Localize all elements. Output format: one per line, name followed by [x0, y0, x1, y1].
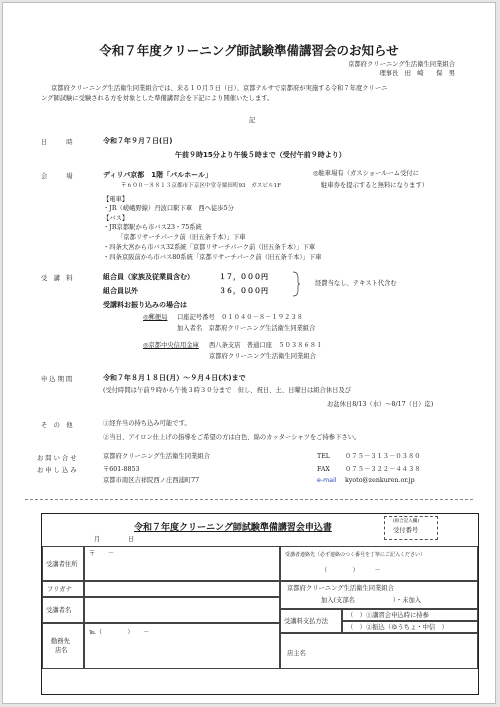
bus-heading: 【バス】 — [103, 215, 129, 222]
contact-field-label: 受講者連絡先（必ず連絡のつく番号を丁寧にご記入ください） — [285, 552, 426, 558]
fee-label: 受 講 料 — [41, 275, 73, 282]
parking-2: 駐車券を提示すると無料になります） — [321, 182, 429, 189]
period-line-2: (受付時間は午前９時から午後３時３０分まで 但し、祝日、土、日曜日は組合休日及び — [103, 387, 352, 394]
intro-line-1: 京都府クリーニング生活衛生同業組合では、来る１０月５日（日）、京都テルサで京都府が実施する令和７年度クリーニ — [51, 85, 388, 92]
zip-mark: 〒 － — [89, 550, 115, 557]
furigana-label: フリガナ — [47, 586, 72, 593]
contact-label-1: お 問 い 合 せ — [37, 455, 77, 462]
org-name: 京都府クリーニング生活衛生同業組合 — [348, 61, 455, 68]
name-label-cell — [42, 597, 84, 623]
fee-nonmember-value: ３６，０００円 — [219, 287, 268, 295]
bank2-holder: 京都府クリーニング生活衛生同業組合 — [209, 353, 316, 360]
form-date-day: 日 — [128, 536, 135, 543]
work-input[interactable] — [84, 623, 280, 669]
form-title: 令和７年度クリーニング師試験準備講習会申込書 — [134, 523, 332, 533]
fee-brace-icon — [291, 271, 301, 297]
bus-route-3: ・四条京阪前から市バス80系統「京都リサーチパーク前（旧五条千本）」下車 — [103, 254, 322, 261]
contact-paren: （ ） － — [321, 567, 381, 574]
work-tel: ℡（ ） － — [89, 629, 150, 636]
name-label: 受講者名 — [46, 607, 72, 614]
cut-line — [25, 499, 473, 500]
parking-1: ◎駐車場有（ガスショールーム受付に — [313, 170, 419, 177]
other-line-1: ①経弁当の持ち込み可能です。 — [103, 420, 191, 427]
work-label-2: 店名 — [55, 647, 68, 654]
venue-address: 〒６００－８８１３京都市下京区中堂寺粟田町93 ガスビル1F — [121, 183, 281, 189]
date-line-1: 令和７年９月７日(日) — [103, 137, 173, 145]
union-join: 加入(支部名 ）・未加入 — [321, 597, 422, 604]
bank2-account: 西八条支店 普通口座 ５０３８６８１ — [209, 342, 323, 349]
fee-member-value: １７，０００円 — [219, 273, 268, 281]
form-date-month: 月 — [94, 536, 101, 543]
pay-option-2[interactable] — [342, 621, 478, 633]
union-cell[interactable] — [280, 581, 478, 609]
pay-option-1[interactable] — [342, 609, 478, 621]
bank1-account: 口座記号番号 ０１０４０－８－１９２３８ — [177, 314, 303, 321]
shop-owner-label: 店主名 — [287, 650, 306, 657]
fee-member-label: 組合員（家族及従業員含む） — [103, 273, 194, 281]
contact-address: 京都市南区吉祥院西ノ庄西浦町77 — [103, 477, 200, 484]
fee-note: 経費当なし、テキスト代含む — [315, 280, 397, 287]
notice-page — [2, 2, 496, 704]
contact-input[interactable] — [280, 546, 478, 581]
ki-heading: 記 — [249, 117, 256, 124]
pay-option-2-text: （ ）②振込（ゆうちょ・中信 ） — [347, 624, 448, 631]
union-title: 京都府クリーニング生活衛生同業組合 — [287, 585, 394, 592]
bus-route-1b: 「京都リサーチパーク前（旧五条千本）」下車 — [117, 234, 246, 241]
receipt-label: 受付番号 — [393, 527, 419, 534]
period-label: 申 込 期 間 — [41, 376, 73, 383]
other-label: そ の 他 — [41, 422, 73, 429]
address-label-cell — [42, 546, 84, 581]
furigana-input[interactable] — [84, 581, 280, 597]
tel-label: TEL — [317, 453, 330, 460]
fax-number: ０７５－３２２－４４３８ — [345, 466, 421, 473]
pay-label-cell — [280, 609, 342, 633]
train-heading: 【電車】 — [103, 196, 129, 203]
train-route: ・JR（嵯峨野線）丹波口駅下車 西へ徒歩5分 — [103, 205, 234, 212]
fee-nonmember-label: 組合員以外 — [103, 287, 138, 295]
venue-label: 会 場 — [41, 173, 73, 180]
fax-label: FAX — [317, 466, 330, 473]
contact-org: 京都府クリーニング生活衛生同業組合 — [103, 453, 210, 460]
page-title: 令和７年度クリーニング師試験準備講習会のお知らせ — [99, 43, 399, 58]
address-input[interactable] — [84, 546, 280, 581]
date-line-2: 午前９時15分より午後５時まで（受付午前９時より） — [175, 151, 346, 159]
bank2-name: ◎京都中央信用金庫 — [143, 342, 199, 349]
bus-route-1: ・JR京都駅から市バス23・75系統 — [103, 224, 202, 231]
intro-line-2: ング師試験に受験される方を対象とした準備講習会を下記により開催いたします。 — [41, 95, 274, 102]
bank1-holder: 加入者名 京都府クリーニング生活衛生同業組合 — [177, 325, 316, 332]
bank1-name: ◎郵便局 — [143, 314, 168, 321]
tel-number: ０７５－３１３－０３８０ — [345, 453, 421, 460]
address-label: 受講者住所 — [46, 561, 78, 568]
transfer-heading: 受講料お振り込みの場合は — [103, 301, 187, 309]
name-input[interactable] — [84, 597, 280, 623]
venue-name: ディリパ京都 1階「パルホール」 — [103, 171, 212, 179]
email-address[interactable]: kyoto@zenkuren.or.jp — [345, 477, 415, 484]
date-label: 日 時 — [41, 139, 73, 146]
work-label-1: 勤務先 — [51, 638, 70, 645]
period-line-1: 令和７年８月１８日(月）～９月４日(木)まで — [103, 374, 246, 382]
other-line-2: ②当日、アイロン仕上げの指導をご希望の方は白色、綿のカッターシャツをご持参下さい。 — [103, 434, 361, 441]
chair-name: 理事長 田 崎 保 男 — [379, 70, 455, 77]
application-form — [41, 513, 479, 695]
contact-label-2: お 申 し 込 み — [37, 467, 77, 474]
period-line-3: お盆休日8/13（水）～8/17（日）迄) — [327, 401, 434, 408]
pay-option-1-text: （ ）①講習会申込時に持参 — [347, 612, 429, 619]
furigana-label-cell — [42, 581, 84, 597]
bus-route-2: ・四条大宮から市バス32系統「京都リサーチパーク前（旧五条千本）」下車 — [103, 244, 316, 251]
work-label-cell — [42, 623, 84, 669]
receipt-note: (組合記入欄) — [393, 519, 420, 524]
email-label: e-mail — [317, 477, 337, 484]
receipt-box — [384, 516, 438, 540]
contact-zip: 〒601-8853 — [103, 466, 140, 473]
pay-label: 受講料支払方法 — [284, 618, 329, 625]
shop-owner-input[interactable] — [280, 633, 478, 669]
